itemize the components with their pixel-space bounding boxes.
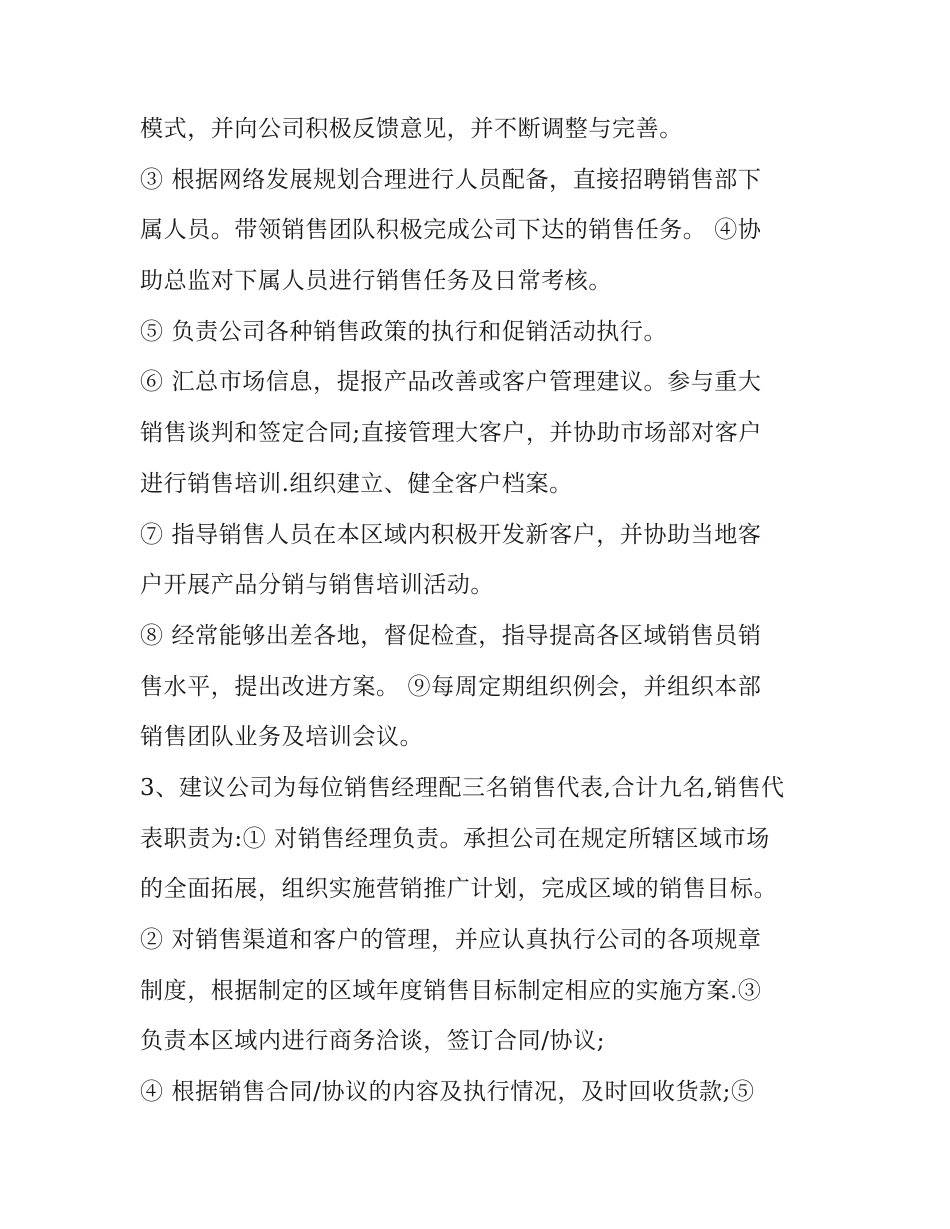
text-line-5: ⑤ 负责公司各种销售政策的执行和促销活动执行。 xyxy=(140,318,668,345)
text-line-14: 3、建议公司为每位销售经理配三名销售代表,合计九名,销售代 xyxy=(140,774,785,801)
text-line-6: ⑥ 汇总市场信息，提报产品改善或客户管理建议。参与重大 xyxy=(140,369,762,396)
text-line-4: 助总监对下属人员进行销售任务及日常考核。 xyxy=(140,268,612,295)
text-line-7: 销售谈判和签定合同;直接管理大客户，并协助市场部对客户 xyxy=(140,420,762,447)
text-line-8: 进行销售培训.组织建立、健全客户档案。 xyxy=(140,470,573,497)
text-line-20: ④ 根据销售合同/协议的内容及执行情况，及时回收货款;⑤ xyxy=(140,1079,755,1106)
text-line-10: 户开展产品分销与销售培训活动。 xyxy=(140,572,494,599)
text-line-9: ⑦ 指导销售人员在本区域内积极开发新客户，并协助当地客 xyxy=(140,521,762,548)
text-line-2: ③ 根据网络发展规划合理进行人员配备，直接招聘销售部下 xyxy=(140,166,762,193)
text-line-16: 的全面拓展，组织实施营销推广计划，完成区域的销售目标。 xyxy=(140,876,778,903)
text-line-13: 销售团队业务及培训会议。 xyxy=(140,724,424,751)
text-line-18: 制度，根据制定的区域年度销售目标制定相应的实施方案.③ xyxy=(140,977,762,1004)
body-text xyxy=(140,104,820,1118)
text-line-1: 模式，并向公司积极反馈意见，并不断调整与完善。 xyxy=(140,116,683,142)
text-line-19: 负责本区域内进行商务洽谈，签订合同/协议; xyxy=(140,1028,606,1055)
text-line-15: 表职责为:① 对销售经理负责。承担公司在规定所辖区域市场 xyxy=(140,825,770,852)
text-line-12: 售水平，提出改进方案。 ⑨每周定期组织例会，并组织本部 xyxy=(140,673,762,700)
text-line-11: ⑧ 经常能够出差各地，督促检查，指导提高各区域销售员销 xyxy=(140,622,762,649)
text-line-17: ② 对销售渠道和客户的管理，并应认真执行公司的各项规章 xyxy=(140,927,762,953)
text-line-3: 属人员。带领销售团队积极完成公司下达的销售任务。 ④协 xyxy=(140,217,762,244)
